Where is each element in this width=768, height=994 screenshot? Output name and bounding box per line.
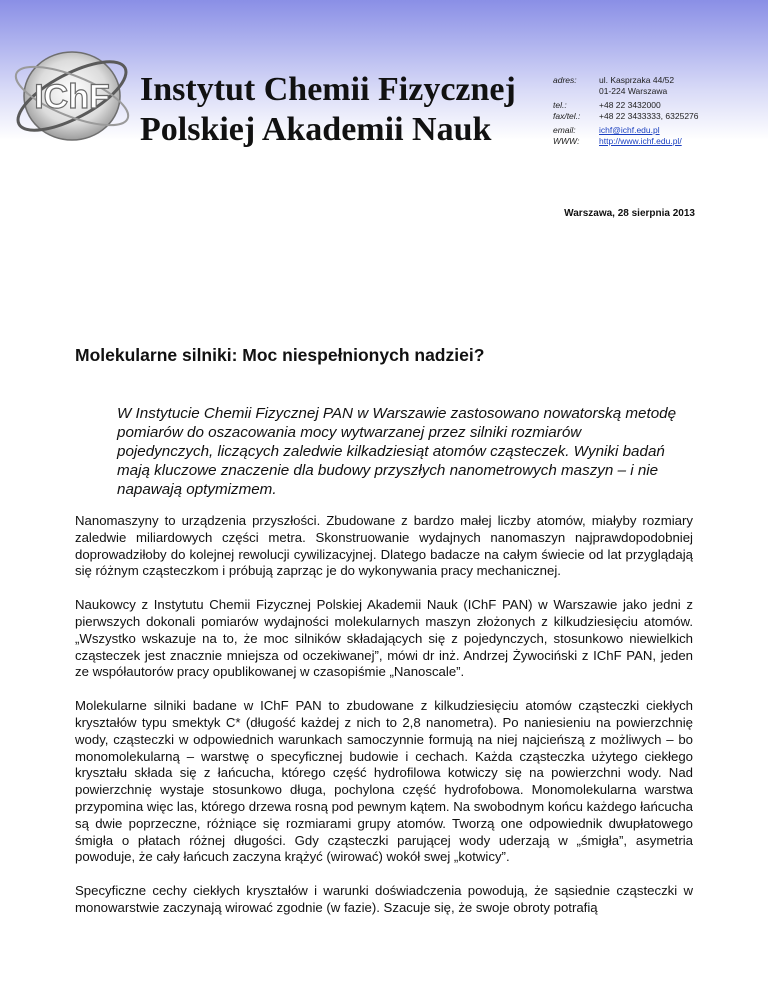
institute-name bbox=[140, 70, 530, 150]
body-paragraph: Naukowcy z Instytutu Chemii Fizycznej Polskiej Akademii Nauk (IChF PAN) w Warszawie jako jedni z pierwszych dokonali pomiarów wydajności molekularnych maszyn złożonych z kilkudziesięciu atomów. „Wszystko wskazuje na to, że moc silników składających się z pojedynczych, stosunkowo niewielkich cząsteczek jest znacznie mniejsza od oczekiwanej”, mówi dr inż. Andrzej Żywociński z IChF PAN, jeden ze współautorów pracy opublikowanej w czasopiśmie „Nanoscale”. bbox=[75, 597, 693, 680]
fax-value: +48 22 3433333, 6325276 bbox=[599, 110, 699, 121]
svg-text:IChF: IChF bbox=[34, 78, 110, 116]
body-paragraph: Molekularne silniki badane w IChF PAN to zbudowane z kilkudziesięciu atomów cząsteczki ciekłych kryształów typu smektyk C* (długość każdej z nich to 2,8 nanometra). Po naniesieniu na powierzchnię wody, cząsteczki w odpowiednich warunkach samoczynnie formują na niej najcieńszą z możliwych – bo monomolekularną – warstwę o specyficznej budowie i cechach. Każda cząsteczka użytego ciekłego kryształu składa się z łańcucha, którego część hydrofilowa kotwiczy się na powierzchni wody. Nad powierzchnię wystaje stosunkowo długa, pochylona część hydrofobowa. Monomolekularna warstwa przypomina więc las, którego drzewa rosną pod pewnym kątem. Na swobodnym końcu każdego łańcucha są dwie poprzeczne, różniące się rozmiarami grupy atomów. Tworzą one odpowiednik dwupłatowego śmigła o płatach różnej długości. Gdy cząsteczki parującej wody uderzają w „śmigła”, asymetria powoduje, że cały łańcuch zaczyna krążyć (wirować) wokół swej „kotwicy”. bbox=[75, 698, 693, 865]
headline: Molekularne silniki: Moc niespełnionych nadziei? bbox=[75, 345, 485, 365]
address-label: adres: bbox=[553, 75, 577, 85]
lead-paragraph: W Instytucie Chemii Fizycznej PAN w Warszawie zastosowano nowatorską metodę pomiarów do oszacowania mocy wytwarzanej przez silniki rozmiarów pojedynczych, liczących zaledwie kilkadziesiąt atomów cząsteczek. Wyniki badań mają kluczowe znaczenie dla budowy przyszłych nanometrowych maszyn – i nie napawają optymizmem. bbox=[117, 405, 677, 498]
institute-name-line2: Polskiej Akademii Nauk bbox=[140, 111, 492, 148]
tel-label: tel.: bbox=[553, 100, 567, 110]
address-line1: ul. Kasprzaka 44/52 bbox=[599, 75, 675, 85]
document-date: Warszawa, 28 sierpnia 2013 bbox=[564, 208, 695, 219]
article-body bbox=[75, 513, 693, 934]
contact-block bbox=[553, 75, 763, 146]
body-paragraph: Specyficzne cechy ciekłych kryształów i warunki doświadczenia powodują, że sąsiednie cząsteczki w monowarstwie zaczynają wirować zgodnie (w fazie). Szacuje się, że swoje obroty potrafią bbox=[75, 883, 693, 915]
body-paragraph: Nanomaszyny to urządzenia przyszłości. Zbudowane z bardzo małej liczby atomów, miałyby rozmiary zaledwie miliardowych części metra. Skonstruowanie wydajnych nanomaszyn najprawdopodobniej doprowadziłoby do kolejnej rewolucji cywilizacyjnej. Dlatego badacze na całym świecie od lat przyglądają się różnym cząsteczkom i próbują zaprząc je do wykonywania pracy mechanicznej. bbox=[75, 513, 693, 579]
fax-label: fax/tel.: bbox=[553, 110, 581, 121]
institute-name-line1: Instytut Chemii Fizycznej bbox=[140, 71, 516, 108]
email-link[interactable]: ichf@ichf.edu.pl bbox=[599, 125, 660, 135]
email-label: email: bbox=[553, 125, 576, 135]
www-label: WWW: bbox=[553, 135, 580, 146]
www-link[interactable]: http://www.ichf.edu.pl/ bbox=[599, 135, 682, 146]
tel-value: +48 22 3432000 bbox=[599, 100, 661, 110]
address-line2: 01-224 Warszawa bbox=[599, 85, 668, 96]
ichf-logo bbox=[10, 38, 136, 150]
